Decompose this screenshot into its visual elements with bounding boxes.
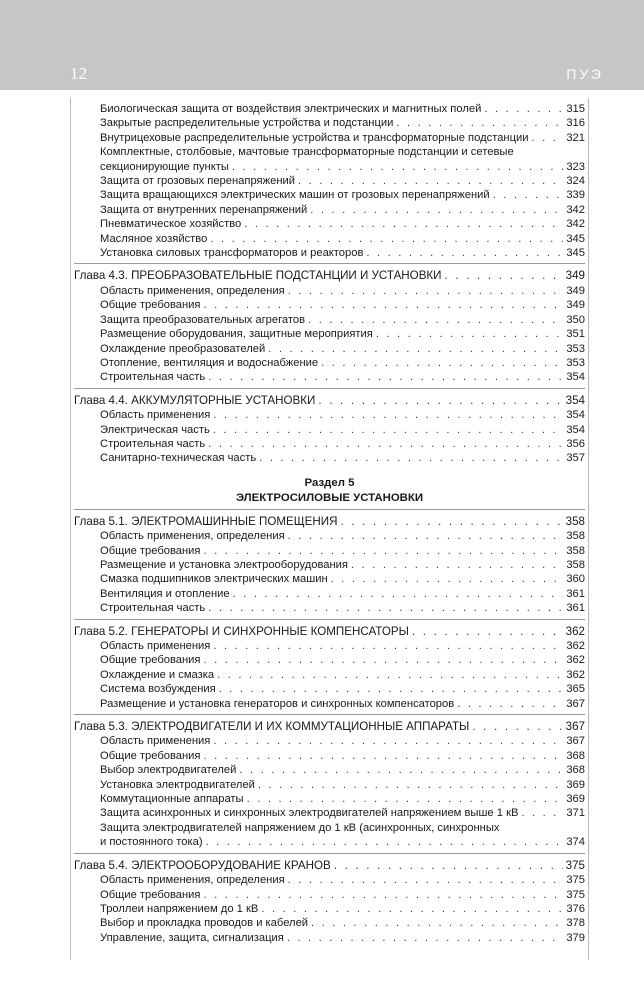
toc-entry-title: Коммутационные аппараты xyxy=(100,793,244,806)
divider xyxy=(74,388,585,389)
toc-entry-title: Общие требования xyxy=(100,654,201,667)
toc-entry[interactable] xyxy=(74,888,585,902)
toc-entry-title: Выбор электродвигателей xyxy=(100,764,237,777)
toc-entry-page: 362 xyxy=(566,668,585,681)
toc-chapter-5-1[interactable] xyxy=(74,515,585,529)
toc-entry-page: 358 xyxy=(566,558,585,571)
toc-entry[interactable] xyxy=(74,697,585,711)
toc-entry[interactable] xyxy=(74,451,585,465)
toc-group-4-2 xyxy=(74,102,585,260)
toc-entry[interactable] xyxy=(74,792,585,806)
toc-entry[interactable] xyxy=(74,916,585,930)
toc-entry-title: Размещение оборудования, защитные мероприятия xyxy=(100,328,373,341)
toc-entry-page: 376 xyxy=(566,902,585,915)
page-header xyxy=(0,0,644,90)
toc-entry[interactable] xyxy=(74,370,585,384)
chapter-title: Глава 5.1. ЭЛЕКТРОМАШИННЫЕ ПОМЕЩЕНИЯ xyxy=(74,514,338,528)
toc-entry-title: Смазка подшипников электрических машин xyxy=(100,573,328,586)
toc-entry-title-cont: и постоянного тока) xyxy=(100,836,203,849)
toc-entry-title: Защита от грозовых перенапряжений xyxy=(100,175,295,188)
toc-entry[interactable] xyxy=(74,653,585,667)
toc-entry-title: Область применения, определения xyxy=(100,284,285,297)
toc-entry[interactable] xyxy=(74,749,585,763)
toc-entry-page: 342 xyxy=(566,203,585,216)
toc-entry-title: Комплектные, столбовые, мачтовые трансформаторные подстанции и сетевые xyxy=(100,146,514,159)
toc-entry-line1 xyxy=(74,145,585,159)
toc-entry-page: 345 xyxy=(566,247,585,260)
toc-entry-title: Общие требования xyxy=(100,299,201,312)
table-of-contents xyxy=(74,102,585,945)
toc-entry[interactable] xyxy=(74,102,585,116)
chapter-title: Глава 5.4. ЭЛЕКТРООБОРУДОВАНИЕ КРАНОВ xyxy=(74,858,331,872)
toc-entry[interactable] xyxy=(74,408,585,422)
divider xyxy=(74,263,585,264)
toc-entry-title: Строительная часть xyxy=(100,437,206,450)
toc-entry-title: Масляное хозяйство xyxy=(100,232,208,245)
toc-entry[interactable] xyxy=(74,835,585,849)
toc-entry-title: Область применения xyxy=(100,409,211,422)
toc-entry-title: Общие требования xyxy=(100,749,201,762)
chapter-page: 375 xyxy=(565,858,585,872)
toc-entry[interactable] xyxy=(74,174,585,188)
toc-entry-page: 353 xyxy=(566,356,585,369)
chapter-page: 367 xyxy=(565,720,585,734)
chapter-page: 358 xyxy=(565,514,585,528)
toc-entry[interactable] xyxy=(74,437,585,451)
toc-entry-title: Управление, защита, сигнализация xyxy=(100,931,284,944)
toc-entry[interactable] xyxy=(74,131,585,145)
toc-entry-title: Общие требования xyxy=(100,888,201,901)
toc-entry-title: Установка электродвигателей xyxy=(100,778,255,791)
toc-entry-page: 354 xyxy=(566,409,585,422)
toc-entry-title: Область применения, определения xyxy=(100,874,285,887)
toc-chapter-4-3[interactable] xyxy=(74,269,585,283)
toc-entry-page: 368 xyxy=(566,764,585,777)
toc-entry-title: Электрическая часть xyxy=(100,423,210,436)
toc-entry-page: 316 xyxy=(566,117,585,130)
toc-entry-title: Установка силовых трансформаторов и реакторов xyxy=(100,247,364,260)
toc-entry-page: 368 xyxy=(566,749,585,762)
toc-entry-line1 xyxy=(74,821,585,835)
toc-entry-page: 345 xyxy=(566,232,585,245)
toc-entry-page: 361 xyxy=(566,602,585,615)
chapter-page: 354 xyxy=(565,393,585,407)
toc-entry-page: 315 xyxy=(566,103,585,115)
toc-entry-page: 375 xyxy=(566,888,585,901)
toc-entry-page: 339 xyxy=(566,189,585,202)
toc-entry-page: 358 xyxy=(566,544,585,557)
page-number: 12 xyxy=(70,64,87,83)
toc-entry[interactable] xyxy=(74,763,585,777)
toc-entry-title: Закрытые распределительные устройства и подстанции xyxy=(100,117,394,130)
toc-entry-title: Область применения xyxy=(100,640,211,652)
toc-entry[interactable] xyxy=(74,217,585,231)
toc-entry[interactable] xyxy=(74,544,585,558)
toc-entry[interactable] xyxy=(74,160,585,174)
toc-entry-title: Санитарно-техническая часть xyxy=(100,452,257,465)
toc-entry-title: Биологическая защита от воздействия электрических и магнитных полей xyxy=(100,103,482,115)
toc-entry[interactable] xyxy=(74,601,585,615)
toc-entry-title: Выбор и прокладка проводов и кабелей xyxy=(100,917,309,930)
toc-entry-title: Вентиляция и отопление xyxy=(100,587,230,600)
toc-entry[interactable] xyxy=(74,423,585,437)
divider xyxy=(74,853,585,854)
toc-entry-page: 358 xyxy=(566,530,585,543)
toc-entry[interactable] xyxy=(74,284,585,298)
toc-entry-title: Защита электродвигателей напряжением до 1 кВ (асинхронных, синхронных xyxy=(100,821,500,834)
toc-entry-title: Защита вращающихся электрических машин от грозовых перенапряжений xyxy=(100,189,490,202)
chapter-page: 362 xyxy=(565,624,585,638)
section-heading xyxy=(74,476,585,506)
section-label: Раздел 5 xyxy=(304,476,355,489)
chapter-title: Глава 4.3. ПРЕОБРАЗОВАТЕЛЬНЫЕ ПОДСТАНЦИИ И УСТАНОВКИ xyxy=(74,269,442,283)
toc-entry-page: 354 xyxy=(566,423,585,436)
toc-entry-page: 374 xyxy=(566,836,585,849)
toc-entry-page: 353 xyxy=(566,342,585,355)
toc-entry-page: 371 xyxy=(566,807,585,820)
chapter-title: Глава 4.4. АККУМУЛЯТОРНЫЕ УСТАНОВКИ xyxy=(74,393,316,407)
toc-entry-title: Область применения xyxy=(100,735,211,748)
toc-entry-title: Строительная часть xyxy=(100,371,206,384)
toc-entry[interactable] xyxy=(74,587,585,601)
toc-entry-title: Размещение и установка генераторов и синхронных компенсаторов xyxy=(100,697,455,710)
toc-entry-title: Область применения, определения xyxy=(100,530,285,543)
toc-entry-page: 365 xyxy=(566,683,585,696)
toc-chapter-4-4[interactable] xyxy=(74,394,585,408)
toc-entry-page: 323 xyxy=(566,160,585,173)
toc-entry[interactable] xyxy=(74,116,585,130)
toc-chapter-5-4[interactable] xyxy=(74,859,585,873)
toc-entry-title: Защита преобразовательных агрегатов xyxy=(100,313,306,326)
toc-entry[interactable] xyxy=(74,313,585,327)
toc-entry-page: 367 xyxy=(566,735,585,748)
toc-entry[interactable] xyxy=(74,188,585,202)
toc-entry[interactable] xyxy=(74,639,585,653)
toc-entry-title: Защита от внутренних перенапряжений xyxy=(100,203,308,216)
toc-entry[interactable] xyxy=(74,558,585,572)
toc-entry-title: Общие требования xyxy=(100,544,201,557)
toc-entry-title-cont: секционирующие пункты xyxy=(100,160,229,173)
section-title: ЭЛЕКТРОСИЛОВЫЕ УСТАНОВКИ xyxy=(235,491,424,504)
toc-entry[interactable] xyxy=(74,298,585,312)
toc-entry-page: 324 xyxy=(566,175,585,188)
chapter-title: Глава 5.3. ЭЛЕКТРОДВИГАТЕЛИ И ИХ КОММУТАЦИОННЫЕ АППАРАТЫ xyxy=(74,720,470,734)
toc-entry[interactable] xyxy=(74,902,585,916)
toc-entry[interactable] xyxy=(74,873,585,887)
toc-entry[interactable] xyxy=(74,734,585,748)
toc-entry[interactable] xyxy=(74,342,585,356)
toc-entry-page: 342 xyxy=(566,218,585,231)
toc-entry[interactable] xyxy=(74,682,585,696)
toc-entry[interactable] xyxy=(74,246,585,260)
toc-entry[interactable] xyxy=(74,668,585,682)
toc-chapter-5-3[interactable] xyxy=(74,720,585,734)
toc-entry[interactable] xyxy=(74,931,585,945)
toc-entry[interactable] xyxy=(74,356,585,370)
divider xyxy=(74,714,585,715)
toc-entry-page: 367 xyxy=(566,697,585,710)
toc-entry-page: 351 xyxy=(566,328,585,341)
toc-entry-title: Охлаждение преобразователей xyxy=(100,342,266,355)
toc-entry-title: Отопление, вентиляция и водоснабжение xyxy=(100,356,319,369)
chapter-page: 349 xyxy=(565,269,585,283)
toc-entry[interactable] xyxy=(74,529,585,543)
toc-entry-page: 356 xyxy=(566,437,585,450)
toc-entry[interactable] xyxy=(74,806,585,820)
toc-entry-title: Пневматическое хозяйство xyxy=(100,218,242,231)
toc-entry-title: Система возбуждения xyxy=(100,683,216,696)
toc-entry[interactable] xyxy=(74,203,585,217)
toc-entry-page: 354 xyxy=(566,371,585,384)
book-title: ПУЭ xyxy=(566,66,604,82)
toc-chapter-5-2[interactable] xyxy=(74,625,585,639)
toc-entry-page: 379 xyxy=(566,931,585,944)
toc-entry-title: Троллеи напряжением до 1 кВ xyxy=(100,902,259,915)
divider xyxy=(74,619,585,620)
toc-entry-page: 369 xyxy=(566,778,585,791)
toc-entry[interactable] xyxy=(74,232,585,246)
divider xyxy=(74,509,585,510)
toc-entry-title: Внутрицеховые распределительные устройства и трансформаторные подстанции xyxy=(100,131,529,144)
toc-entry-page: 362 xyxy=(566,654,585,667)
toc-entry-page: 350 xyxy=(566,313,585,326)
toc-entry[interactable] xyxy=(74,778,585,792)
toc-entry-title: Охлаждение и смазка xyxy=(100,668,215,681)
toc-entry-page: 349 xyxy=(566,284,585,297)
toc-entry-page: 362 xyxy=(566,640,585,652)
toc-entry-title: Защита асинхронных и синхронных электродвигателей напряжением выше 1 кВ xyxy=(100,807,519,820)
toc-entry-page: 349 xyxy=(566,299,585,312)
toc-entry-page: 360 xyxy=(566,573,585,586)
toc-entry-page: 378 xyxy=(566,917,585,930)
toc-entry-page: 357 xyxy=(566,452,585,465)
toc-entry-page: 321 xyxy=(566,131,585,144)
toc-entry-page: 361 xyxy=(566,587,585,600)
chapter-title: Глава 5.2. ГЕНЕРАТОРЫ И СИНХРОННЫЕ КОМПЕНСАТОРЫ xyxy=(74,624,409,638)
toc-entry-page: 369 xyxy=(566,793,585,806)
toc-entry-title: Строительная часть xyxy=(100,602,206,615)
toc-entry[interactable] xyxy=(74,327,585,341)
toc-entry[interactable] xyxy=(74,572,585,586)
toc-entry-title: Размещение и установка электрооборудования xyxy=(100,558,348,571)
toc-entry-page: 375 xyxy=(566,874,585,887)
